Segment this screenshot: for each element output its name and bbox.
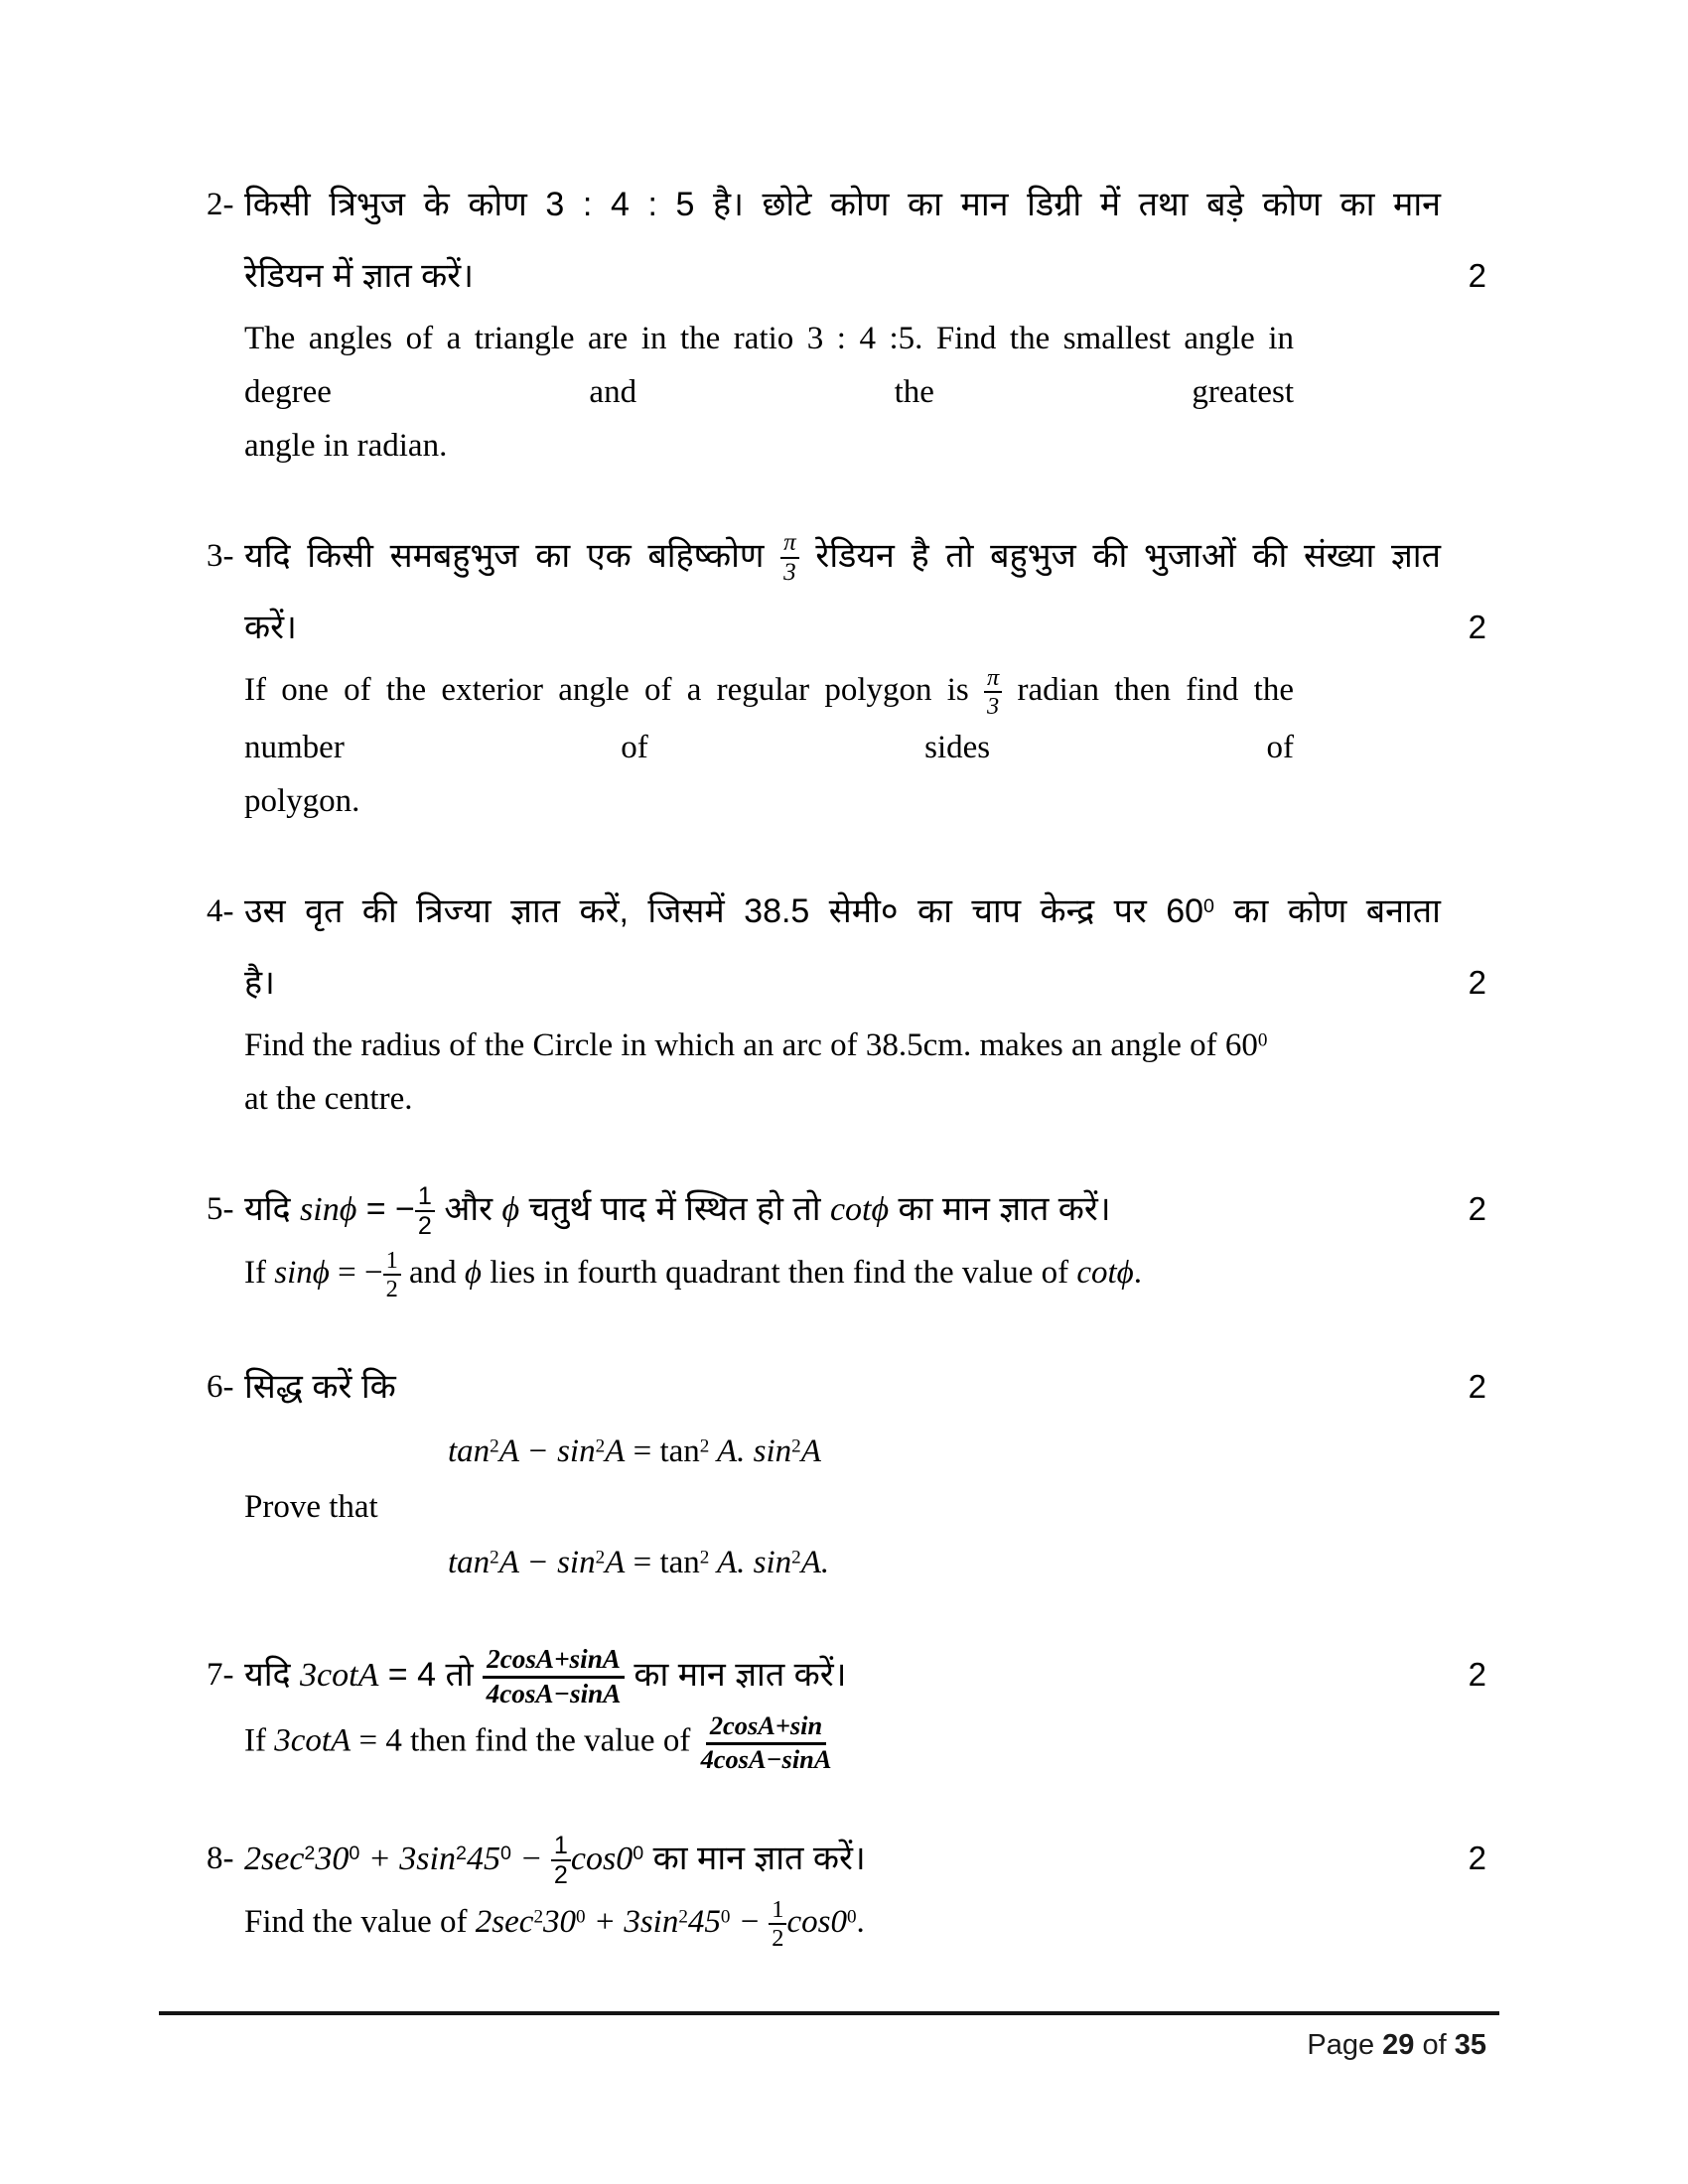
marks-value: 2 (1468, 609, 1486, 645)
question-text-hindi: यदि 3cotA = 4 तो $\frac{2\cos A+\sin A}{4\cos A-\sin A}$ का मान ज्ञात करें। (244, 1643, 847, 1709)
question-row (207, 1639, 1486, 1711)
question-row (207, 774, 1486, 828)
fraction-numerator: 2cosA+sin (706, 1711, 826, 1746)
fraction-numerator: 1 (383, 1247, 401, 1276)
question-2 (207, 169, 1486, 473)
superscript: 0 (1257, 1029, 1268, 1051)
math-text: cos0 (786, 1903, 847, 1940)
marks-value: 2 (1468, 1189, 1486, 1227)
math-text: 45 (687, 1903, 721, 1940)
math-text: cotϕ (829, 1190, 890, 1228)
superscript: 2 (678, 1906, 688, 1928)
fraction-numerator: π (780, 529, 799, 559)
question-text-english: Find the value of $2\sec^230^0 + 3\sin^245^0$ − $\frac{1}{2}$ $\cos 0^0$. (244, 1895, 865, 1953)
superscript: 0 (720, 1906, 731, 1928)
fraction (699, 1711, 834, 1775)
math-text: 2sec (244, 1840, 305, 1877)
superscript: 2 (304, 1842, 316, 1864)
footer-page-label: Page (1307, 2029, 1383, 2061)
math-text: A (605, 1433, 626, 1469)
math-text: ϕ (501, 1190, 520, 1228)
question-row (207, 1173, 1486, 1246)
math-text: . (820, 1544, 830, 1580)
footer-divider (159, 2011, 1499, 2015)
marks-value: 2 (1468, 257, 1486, 294)
math-text: 45 (466, 1840, 500, 1877)
superscript: 0 (499, 1842, 511, 1864)
superscript: 2 (791, 1434, 801, 1456)
question-row (207, 947, 1486, 1019)
question-text-hindi: यदि sinϕ = − $\frac{1}{2}$ और ϕ चतुर्थ पाद में स्थित हो तो cotϕ का मान ज्ञात करें। (244, 1181, 1111, 1240)
question-text-hindi: किसी त्रिभुज के कोण 3 : 4 : 5 है। छोटे कोण का मान डिग्री में तथा बड़े कोण का मान (244, 186, 1441, 223)
question-row (207, 1534, 1486, 1591)
math-text: 3cotA (300, 1656, 379, 1694)
question-text-english: If 3cotA = 4 then find the value of $\frac{2\cos A+\sin}{4\cos A-\sin A}$ (244, 1709, 832, 1775)
question-row (207, 592, 1486, 663)
formula-line: $\tan^2A - \sin^2A = \tan^2 A$. $\sin^2A$. (448, 1544, 830, 1580)
math-text: tan (448, 1433, 491, 1469)
question-7 (207, 1639, 1486, 1775)
fraction-denominator: 4cosA−sinA (486, 1679, 622, 1709)
math-text: sinϕ (300, 1190, 357, 1228)
question-text-hindi: यदि किसी समबहुभुज का एक बहिष्कोण $\frac{\pi}{3}$ रेडियन है तो बहुभुज की भुजाओं की संख्या ज्ञात (244, 528, 1441, 587)
math-text: cotϕ (1076, 1254, 1134, 1291)
math-text: + 3sin (359, 1840, 456, 1877)
question-text-hindi: रेडियन में ज्ञात करें। (244, 257, 475, 295)
superscript: 2 (595, 1546, 606, 1568)
fraction (415, 1182, 435, 1240)
questions-list (207, 169, 1486, 1952)
marks-value: 2 (1468, 963, 1486, 1001)
question-text-english: polygon. (244, 782, 360, 819)
superscript: 0 (846, 1906, 857, 1928)
superscript: 2 (533, 1906, 543, 1928)
question-number: 2- (207, 187, 234, 222)
question-row (207, 1711, 1486, 1775)
marks-value: 2 (1468, 1367, 1486, 1405)
math-text: − (518, 1433, 558, 1469)
fraction (780, 529, 799, 587)
question-row (207, 419, 1486, 473)
fraction-numerator: 1 (769, 1896, 786, 1925)
question-text-hindi: $2\sec^230^0 + 3\sin^245^0$ − $\frac{1}{2}$ $\cos 0^0$ का मान ज्ञात करें। (244, 1831, 866, 1889)
fraction-numerator: 1 (415, 1182, 435, 1212)
question-number: 5- (207, 1190, 234, 1227)
math-text: sinϕ (274, 1254, 330, 1291)
math-text: A (709, 1433, 738, 1469)
question-row (207, 312, 1486, 419)
math-text: 30 (315, 1840, 350, 1877)
question-8 (207, 1823, 1486, 1953)
question-text-hindi: है। (244, 963, 275, 1002)
question-row (207, 1480, 1486, 1534)
footer-of-label: of (1414, 2029, 1455, 2061)
question-row (207, 1019, 1486, 1126)
superscript: 2 (791, 1546, 801, 1568)
question-row (207, 876, 1486, 947)
math-text: cos0 (570, 1840, 633, 1877)
question-number: 6- (207, 1368, 234, 1405)
math-text: A (709, 1544, 738, 1580)
superscript: 0 (633, 1842, 644, 1864)
math-text: sin (557, 1544, 596, 1580)
superscript: 0 (1203, 894, 1214, 917)
fraction (984, 664, 1002, 721)
question-5 (207, 1173, 1486, 1303)
question-number: 4- (207, 892, 234, 929)
question-row (207, 1895, 1486, 1953)
question-text-hindi: करें। (244, 609, 297, 646)
math-text: 3cotA (274, 1722, 352, 1759)
fraction-denominator: 3 (987, 693, 1000, 721)
fraction-numerator: 1 (551, 1832, 571, 1861)
question-text-english: angle in radian. (244, 428, 448, 464)
marks-value: 2 (1468, 1655, 1486, 1693)
question-3 (207, 520, 1486, 828)
math-text: − (518, 1544, 558, 1580)
question-text-english: Prove that (244, 1488, 378, 1525)
question-6 (207, 1351, 1486, 1591)
fraction (551, 1832, 571, 1889)
footer-page-number: 29 (1382, 2029, 1415, 2061)
superscript: 2 (595, 1434, 606, 1456)
question-row (207, 663, 1486, 774)
math-text: 30 (543, 1903, 576, 1940)
math-text: 2sec (475, 1903, 534, 1940)
question-number: 8- (207, 1840, 234, 1876)
marks-value: 2 (1468, 1839, 1486, 1876)
math-text: sin (557, 1433, 596, 1469)
math-text: + 3sin (585, 1903, 679, 1940)
math-text: A (800, 1433, 821, 1469)
superscript: 2 (490, 1546, 499, 1568)
question-row (207, 1423, 1486, 1480)
math-text: A (800, 1544, 821, 1580)
page-footer (1307, 2029, 1486, 2062)
question-4 (207, 876, 1486, 1126)
fraction (383, 1247, 401, 1303)
superscript: 0 (576, 1906, 586, 1928)
superscript: 0 (349, 1842, 360, 1864)
fraction (769, 1896, 786, 1953)
fraction (483, 1644, 625, 1709)
fraction-numerator: π (984, 664, 1002, 693)
superscript: 2 (699, 1546, 710, 1568)
math-text: A (498, 1544, 519, 1580)
fraction-denominator: 2 (553, 1860, 568, 1889)
fraction-denominator: 2 (417, 1211, 432, 1240)
superscript: 2 (455, 1842, 467, 1864)
fraction-denominator: 4cosA−sinA (700, 1744, 832, 1775)
footer-page-total: 35 (1454, 2029, 1486, 2061)
math-text: − (510, 1840, 551, 1877)
question-row (207, 169, 1486, 240)
math-text: tan (448, 1544, 491, 1580)
question-row (207, 520, 1486, 592)
math-text: A (498, 1433, 519, 1469)
superscript: 2 (490, 1434, 499, 1456)
question-number: 7- (207, 1656, 234, 1693)
question-text-english: Find the radius of the Circle in which an arc of 38.5cm. makes an angle of $60^0$ at the centre. (244, 1026, 1268, 1117)
math-text: A (605, 1544, 626, 1580)
formula-line: $\tan^2A - \sin^2A = \tan^2 A$. $\sin^2A$ (448, 1433, 821, 1469)
question-text-hindi: उस वृत की त्रिज्या ज्ञात करें, जिसमें 38.5 सेमी० का चाप केन्द्र पर $60^0$ का कोण बनाता (244, 891, 1441, 930)
fraction-denominator: 2 (772, 1925, 784, 1953)
fraction-denominator: 3 (783, 559, 796, 587)
question-text-hindi: सिद्ध करें कि (244, 1367, 396, 1406)
math-text: . sin (737, 1544, 792, 1580)
math-text: . sin (737, 1433, 792, 1469)
fraction-denominator: 2 (385, 1276, 398, 1303)
question-text-english: If sinϕ = − $\frac{1}{2}$ and ϕ lies in fourth quadrant then find the value of cotϕ. (244, 1246, 1143, 1303)
question-row (207, 1351, 1486, 1423)
math-text: ϕ (464, 1254, 483, 1291)
question-row (207, 1246, 1486, 1303)
math-text: − (730, 1903, 770, 1940)
question-text-english: The angles of a triangle are in the ratio 3 : 4 :5. Find the smallest angle in degree and the greatest (244, 321, 1294, 410)
superscript: 2 (699, 1434, 710, 1456)
question-text-english: If one of the exterior angle of a regular polygon is $\frac{\pi}{3}$ radian then find the number of sides of (244, 664, 1294, 765)
question-number: 3- (207, 538, 234, 574)
fraction-numerator: 2cosA+sinA (483, 1644, 625, 1679)
question-row (207, 240, 1486, 312)
question-row (207, 1823, 1486, 1895)
